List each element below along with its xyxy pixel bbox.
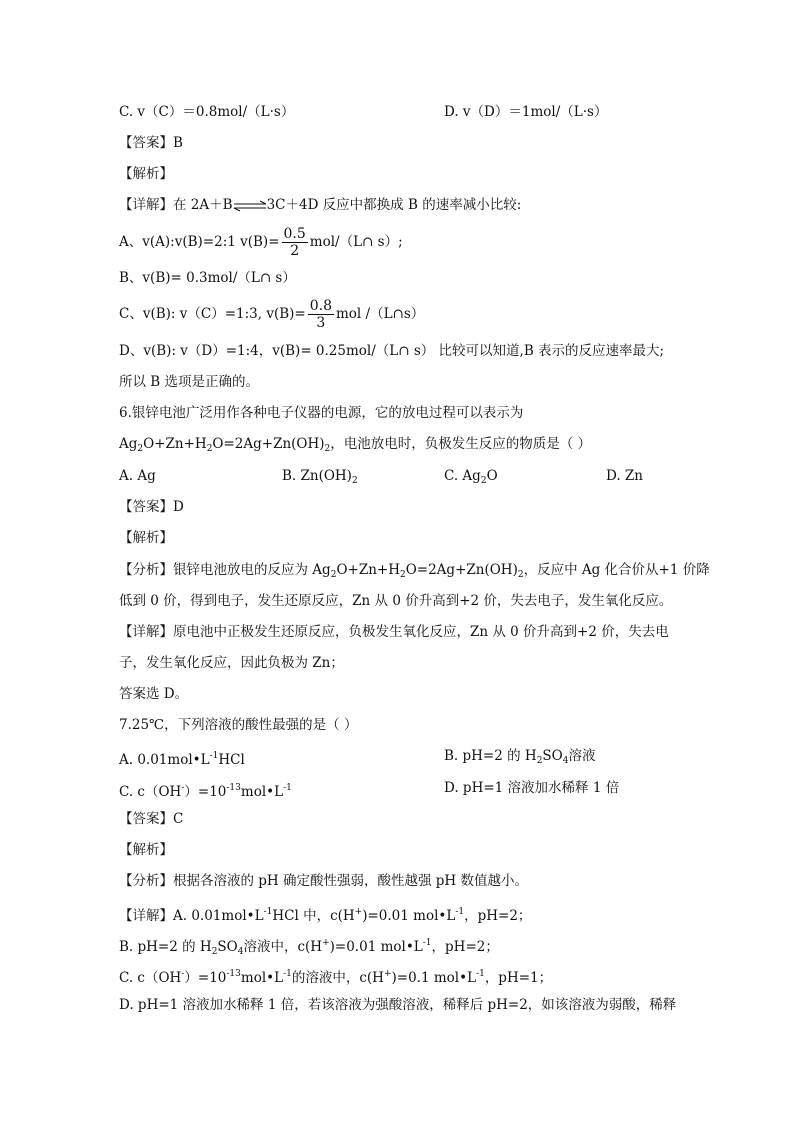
q7-option-d: D. pH=1 溶液加水稀释 1 倍: [444, 780, 620, 796]
q6-fenxi-line2: 低到 0 价，得到电子，发生还原反应，Zn 从 0 价升高到+2 价，失去电子，发生氧化反应。: [119, 593, 673, 609]
q6-option-d: D. Zn: [606, 468, 643, 484]
q7-detail-b: B. pH=2 的 $H_2SO_4$溶液中，c(H+)=0.01 $mol•L^{-1}$，pH=2；: [119, 938, 499, 957]
q6-answer: 【答案】D: [119, 499, 184, 515]
fraction: $\frac{0.8}{3}$: [309, 298, 332, 331]
q5-option-c: C. v（C）＝0.8mol/（L·s）: [119, 104, 295, 120]
q6-final-answer: 答案选 D。: [119, 686, 189, 702]
q7-detail-d: D. pH=1 溶液加水稀释 1 倍，若该溶液为强酸溶液，稀释后 pH=2，如该溶液为弱酸，稀释: [119, 997, 677, 1013]
q7-option-a: A. $0.01mol•L^{-1}HCl$: [119, 751, 245, 768]
q6-option-b: B. $Zn(OH)_2$: [282, 468, 358, 486]
q5-conclusion: 所以 B 选项是正确的。: [119, 374, 260, 390]
q7-fenxi: 【分析】根据各溶液的 pH 确定酸性强弱，酸性越强 pH 数值越小。: [119, 873, 528, 889]
q5-line-d: D、v(B): v（D）=1:4，v(B)= 0.25mol/（L∩ s） 比较可以知道,B 表示的反应速率最大;: [119, 343, 665, 359]
q6-option-a: A. Ag: [119, 468, 156, 484]
q6-stem-line1: 6.银锌电池广泛用作各种电子仪器的电源，它的放电过程可以表示为: [119, 405, 524, 421]
q7-option-b: B. pH=2 的 $H_2SO_4$溶液: [444, 748, 596, 766]
q7-option-c: C. $c(OH^-)=10^{-13}mol•L^{-1}$: [119, 783, 292, 800]
q7-detail-c: C. $c(OH^-)=10^{-13}mol•L^{-1}$的溶液中，c(H+)=0.1 $mol•L^{-1}$，pH=1；: [119, 969, 553, 986]
q5-line-b: B、v(B)= 0.3mol/（L∩ s）: [119, 270, 296, 286]
q5-detail: 【详解】在 2A＋B 3C＋4D 反应中都换成 B 的速率减小比较:: [119, 197, 522, 213]
q5-answer: 【答案】B: [119, 135, 183, 151]
q7-analysis-heading: 【解析】: [119, 842, 173, 858]
q5-line-c: C、v(B): v（C）=1:3, v(B)= $\frac{0.8}{3}$ mol /（L∩s）: [119, 298, 425, 331]
q5-line-a: A、v(A):v(B)=2:1 v(B)= $\frac{0.5}{2}$ mol/（L∩ s）;: [119, 226, 403, 259]
q6-fenxi-line1: 【分析】银锌电池放电的反应为 $Ag_2O+Zn+H_2O=2Ag+Zn(OH)_2$，反应中 Ag 化合价从+1 价降: [119, 562, 710, 580]
q6-analysis-heading: 【解析】: [119, 530, 173, 546]
q6-stem-line2: $Ag_2O+Zn+H_2O=2Ag+Zn(OH)_2$，电池放电时，负极发生反应的物质是（ ）: [119, 436, 592, 454]
q7-stem: 7.25℃，下列溶液的酸性最强的是（ ）: [119, 717, 358, 733]
equilibrium-arrow-icon: [233, 200, 267, 212]
fraction: $\frac{0.5}{2}$: [283, 226, 306, 259]
q7-answer: 【答案】C: [119, 811, 184, 827]
q6-detail-line2: 子，发生氧化反应，因此负极为 Zn；: [119, 655, 344, 671]
q6-option-c: C. $Ag_2O$: [444, 468, 498, 486]
q5-analysis-heading: 【解析】: [119, 166, 173, 182]
q7-detail-a: 【详解】A. $0.01mol•L^{-1}HCl$ 中，c(H+)=0.01 $mol•L^{-1}$，pH=2；: [119, 907, 532, 924]
q6-detail-line1: 【详解】原电池中正极发生还原反应，负极发生氧化反应，Zn 从 0 价升高到+2 价，失去电: [119, 624, 669, 640]
q5-option-d: D. v（D）＝1mol/（L·s）: [444, 104, 608, 120]
